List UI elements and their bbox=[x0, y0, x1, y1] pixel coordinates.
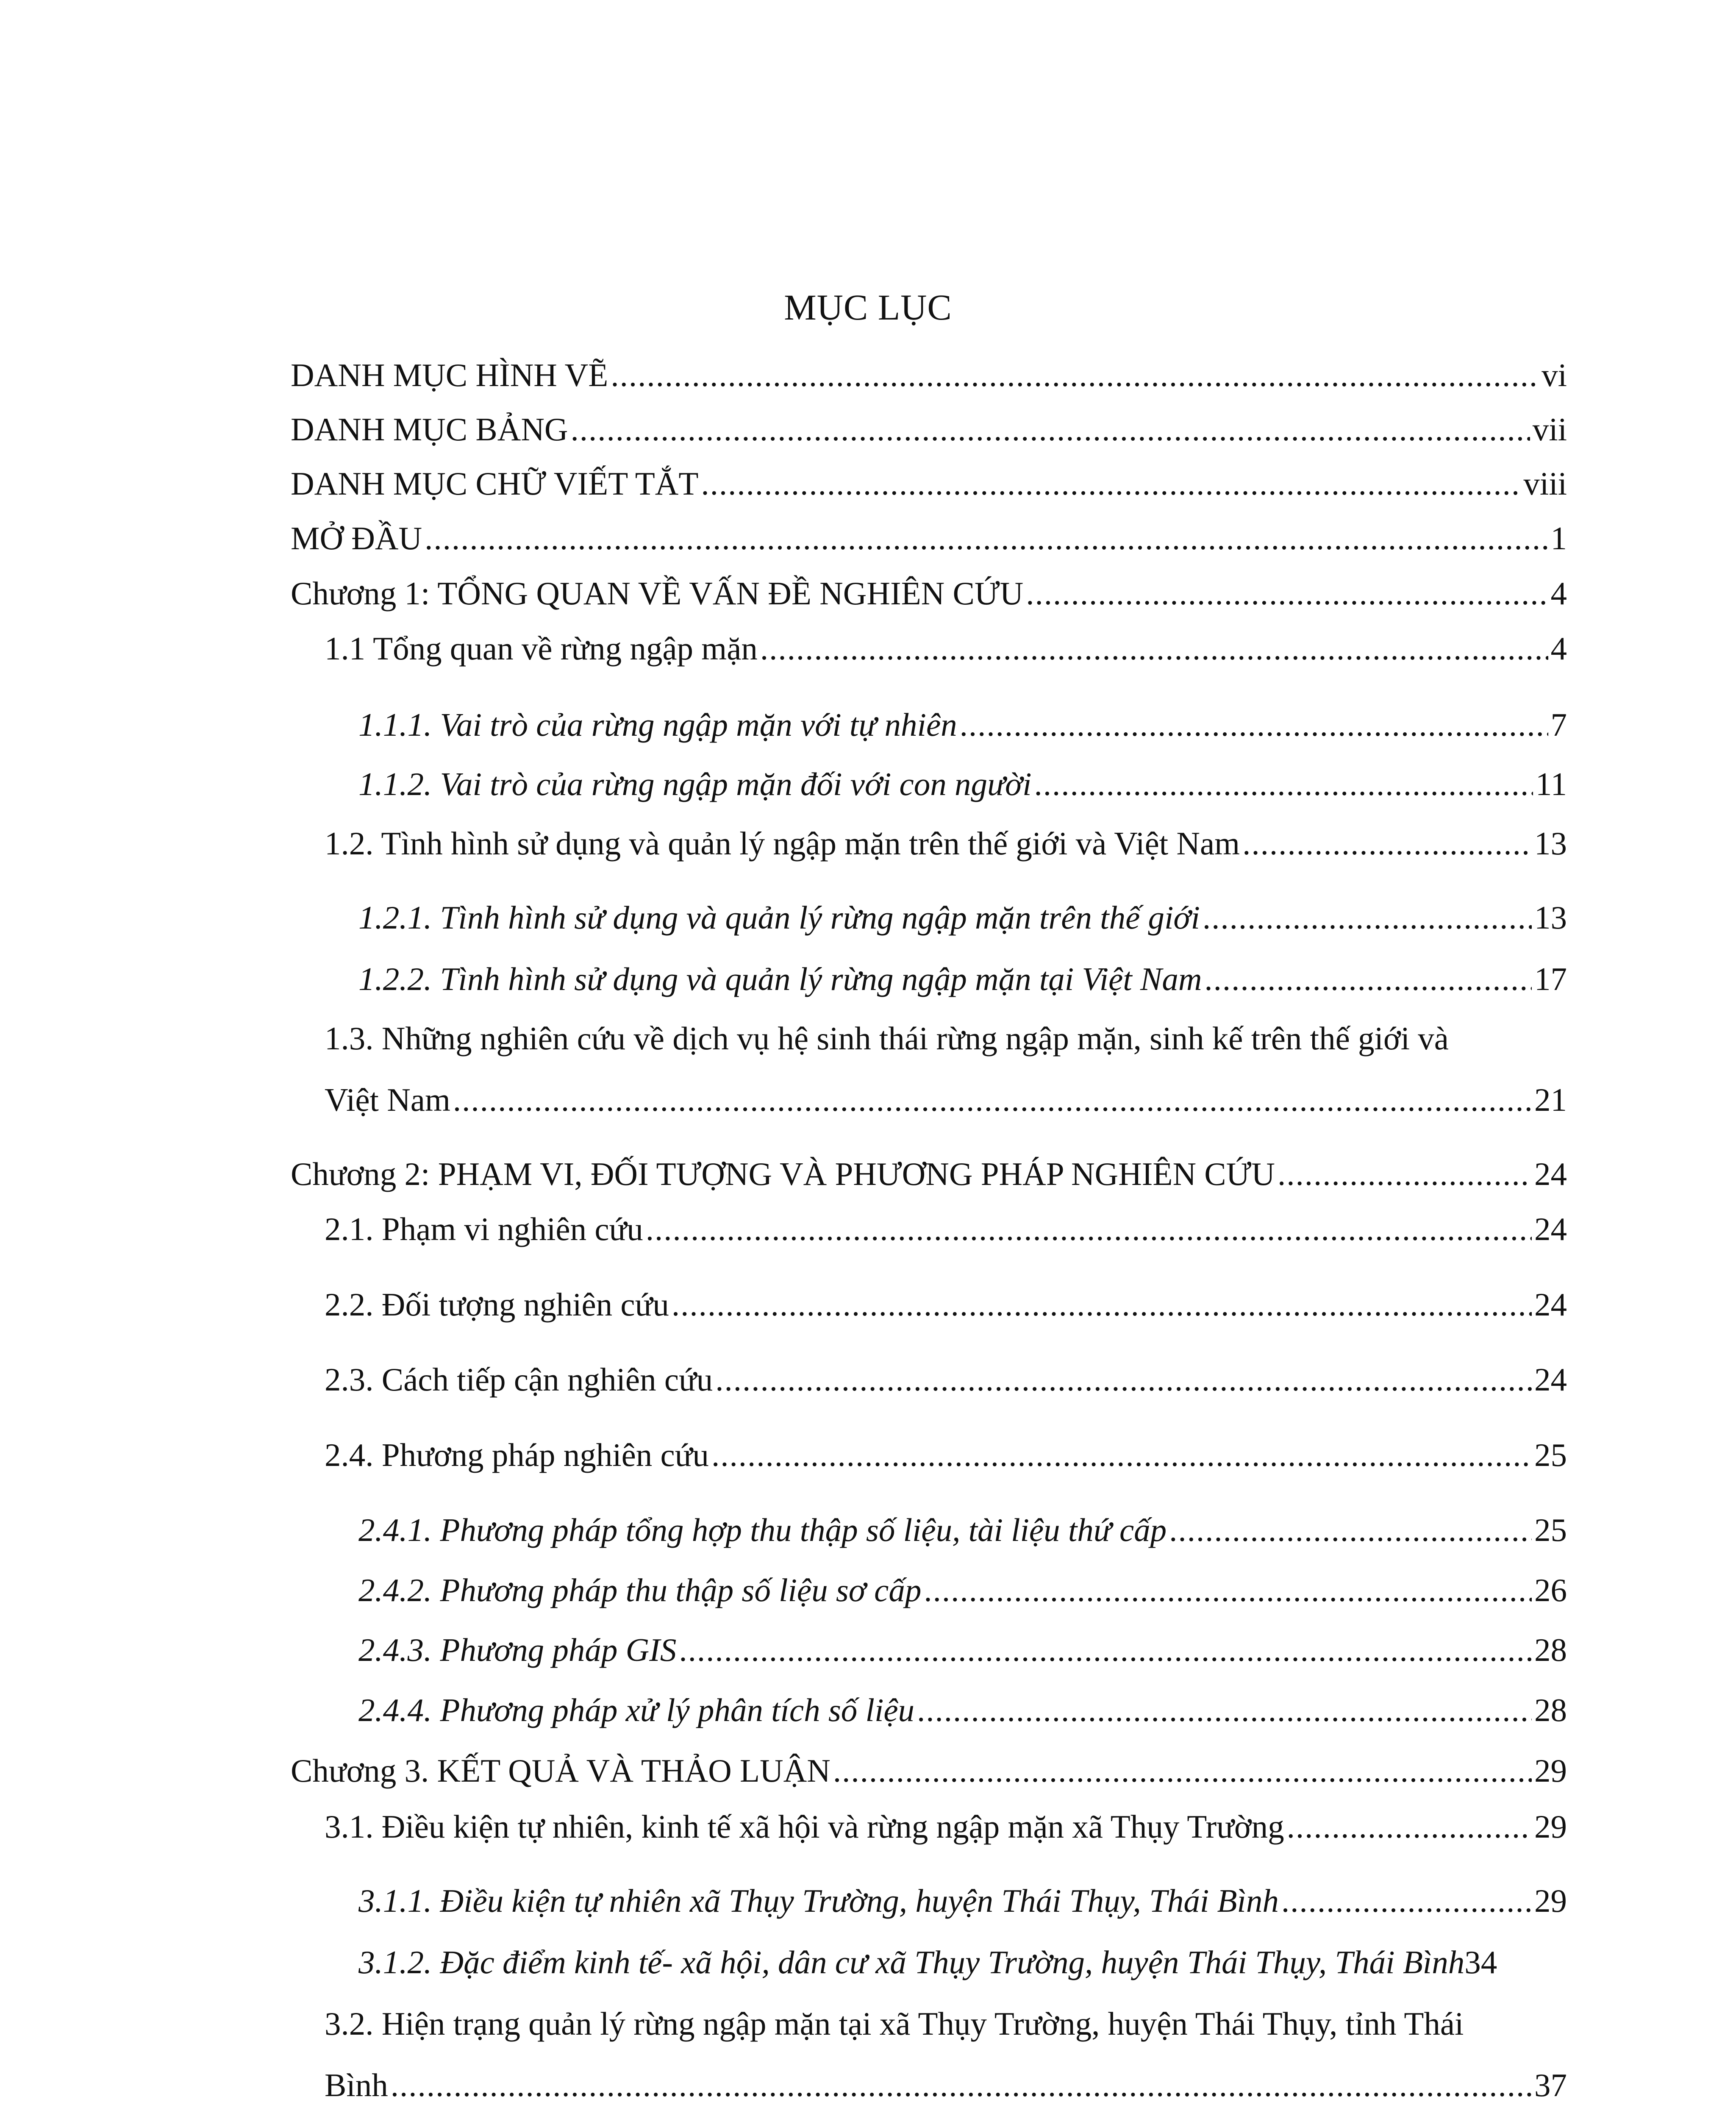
toc-entry-text: 1.1 Tổng quan về rừng ngập mặn bbox=[325, 630, 758, 667]
toc-entry-page: 26 bbox=[1534, 1572, 1567, 1608]
toc-entry-page: 25 bbox=[1534, 1512, 1567, 1548]
toc-entry[interactable] bbox=[325, 1283, 1567, 1326]
toc-entry[interactable] bbox=[325, 1079, 1567, 1121]
toc-entry-text: 2.4.1. Phương pháp tổng hợp thu thập số liệu, tài liệu thứ cấp bbox=[358, 1512, 1167, 1548]
toc-entry-page: viii bbox=[1523, 465, 1567, 502]
toc-entry-text: 1.2.2. Tình hình sử dụng và quản lý rừng ngập mặn tại Việt Nam bbox=[358, 961, 1202, 997]
dot-leader bbox=[425, 517, 1548, 559]
toc-title: MỤC LỤC bbox=[784, 287, 952, 328]
toc-entry-text: DANH MỤC CHỮ VIẾT TẮT bbox=[291, 465, 699, 502]
toc-entry[interactable] bbox=[358, 1880, 1567, 1922]
toc-entry-page: 24 bbox=[1534, 1156, 1567, 1192]
toc-entry-page: 34 bbox=[1464, 1944, 1497, 1980]
toc-entry[interactable] bbox=[291, 408, 1567, 450]
toc-entry[interactable] bbox=[291, 1749, 1567, 1792]
toc-entry[interactable] bbox=[358, 1629, 1567, 1671]
dot-leader bbox=[391, 2064, 1532, 2106]
toc-entry-page: 24 bbox=[1534, 1361, 1567, 1398]
dot-leader bbox=[611, 354, 1539, 396]
dot-leader bbox=[1026, 572, 1548, 615]
toc-entry[interactable] bbox=[325, 1358, 1567, 1401]
toc-entry-text: 1.2.1. Tình hình sử dụng và quản lý rừng ngập mặn trên thế giới bbox=[358, 899, 1200, 936]
toc-entry-text: 3.1.1. Điều kiện tự nhiên xã Thụy Trường, huyện Thái Thụy, Thái Bình bbox=[358, 1883, 1279, 1919]
toc-entry-page: 13 bbox=[1534, 825, 1567, 862]
toc-entry-text: 1.1.2. Vai trò của rừng ngập mặn đối với con người bbox=[358, 766, 1032, 802]
toc-entry-text: 2.2. Đối tượng nghiên cứu bbox=[325, 1286, 669, 1323]
toc-entry-text: DANH MỤC BẢNG bbox=[291, 411, 568, 448]
toc-entry-page: 29 bbox=[1534, 1752, 1567, 1789]
dot-leader bbox=[1242, 822, 1532, 865]
toc-entry-page: 29 bbox=[1534, 1808, 1567, 1845]
toc-entry-page: 28 bbox=[1534, 1632, 1567, 1668]
toc-entry[interactable] bbox=[358, 1509, 1567, 1551]
dot-leader bbox=[646, 1208, 1532, 1250]
toc-entry-page: 25 bbox=[1534, 1437, 1567, 1473]
dot-leader bbox=[711, 1434, 1532, 1476]
toc-entry-page: 4 bbox=[1550, 575, 1567, 612]
toc-entry-page: 29 bbox=[1534, 1883, 1567, 1919]
toc-entry-text: 2.4.2. Phương pháp thu thập số liệu sơ cấp bbox=[358, 1572, 922, 1608]
dot-leader bbox=[917, 1689, 1532, 1731]
toc-entry-text: 2.3. Cách tiếp cận nghiên cứu bbox=[325, 1361, 713, 1398]
toc-entry-text: MỞ ĐẦU bbox=[291, 520, 422, 556]
toc-entry[interactable] bbox=[291, 354, 1567, 396]
dot-leader bbox=[701, 462, 1521, 505]
toc-entry-page: 21 bbox=[1534, 1082, 1567, 1118]
toc-entry-page: 1 bbox=[1550, 520, 1567, 556]
toc-entry[interactable] bbox=[325, 2064, 1567, 2106]
toc-entry-page: vi bbox=[1542, 357, 1567, 393]
toc-entry-page: 37 bbox=[1534, 2067, 1567, 2103]
toc-entry[interactable] bbox=[358, 704, 1567, 746]
dot-leader bbox=[679, 1629, 1532, 1671]
dot-leader bbox=[715, 1358, 1532, 1401]
toc-entry-page: 24 bbox=[1534, 1211, 1567, 1247]
toc-entry-text: Chương 3. KẾT QUẢ VÀ THẢO LUẬN bbox=[291, 1752, 831, 1789]
toc-entry-text: Chương 2: PHẠM VI, ĐỐI TƯỢNG VÀ PHƯƠNG PHÁP NGHIÊN CỨU bbox=[291, 1156, 1275, 1192]
toc-entry[interactable] bbox=[358, 896, 1567, 939]
toc-entry-text: 1.1.1. Vai trò của rừng ngập mặn với tự nhiên bbox=[358, 706, 957, 743]
dot-leader bbox=[924, 1569, 1532, 1611]
dot-leader bbox=[760, 627, 1548, 670]
toc-entry-text: Bình bbox=[325, 2067, 388, 2103]
toc-entry-page: 11 bbox=[1535, 766, 1567, 802]
dot-leader bbox=[1281, 1880, 1532, 1922]
dot-leader bbox=[1034, 763, 1533, 805]
toc-entry-text: 1.2. Tình hình sử dụng và quản lý ngập mặn trên thế giới và Việt Nam bbox=[325, 825, 1240, 862]
toc-entry-page: 13 bbox=[1534, 899, 1567, 936]
toc-entry-text: 2.1. Phạm vi nghiên cứu bbox=[325, 1211, 643, 1247]
toc-entry[interactable] bbox=[358, 958, 1567, 1000]
toc-entry-page: 4 bbox=[1550, 630, 1567, 667]
toc-entry[interactable] bbox=[325, 1208, 1567, 1250]
dot-leader bbox=[1287, 1805, 1532, 1848]
toc-entry-text: Việt Nam bbox=[325, 1082, 450, 1118]
toc-entry[interactable] bbox=[358, 763, 1567, 805]
dot-leader bbox=[833, 1749, 1532, 1792]
dot-leader bbox=[1278, 1153, 1532, 1195]
dot-leader bbox=[672, 1283, 1532, 1326]
toc-entry-text: 2.4.4. Phương pháp xử lý phân tích số liệu bbox=[358, 1692, 915, 1728]
dot-leader bbox=[1204, 958, 1532, 1000]
dot-leader bbox=[571, 408, 1530, 450]
toc-entry-page: 24 bbox=[1534, 1286, 1567, 1323]
toc-entry[interactable] bbox=[358, 1569, 1567, 1611]
toc-entry-text: 2.4.3. Phương pháp GIS bbox=[358, 1632, 677, 1668]
toc-entry[interactable] bbox=[325, 1805, 1567, 1848]
toc-entry-page: 28 bbox=[1534, 1692, 1567, 1728]
toc-entry-text: 3.1.2. Đặc điểm kinh tế- xã hội, dân cư xã Thụy Trường, huyện Thái Thụy, Thái Bình bbox=[358, 1944, 1465, 1980]
toc-entry-text: DANH MỤC HÌNH VẼ bbox=[291, 357, 608, 393]
dot-leader bbox=[453, 1079, 1532, 1121]
toc-entry[interactable] bbox=[358, 1941, 1567, 1983]
toc-entry-text[interactable]: 1.3. Những nghiên cứu về dịch vụ hệ sinh thái rừng ngập mặn, sinh kế trên thế giới và bbox=[325, 1020, 1449, 1057]
toc-entry[interactable] bbox=[291, 462, 1567, 505]
toc-entry[interactable] bbox=[291, 572, 1567, 615]
toc-entry-page: 7 bbox=[1550, 706, 1567, 743]
toc-entry[interactable] bbox=[291, 1153, 1567, 1195]
toc-entry-text: Chương 1: TỔNG QUAN VỀ VẤN ĐỀ NGHIÊN CỨU bbox=[291, 575, 1024, 612]
dot-leader bbox=[1169, 1509, 1532, 1551]
dot-leader bbox=[960, 704, 1548, 746]
toc-entry[interactable] bbox=[325, 627, 1567, 670]
dot-leader bbox=[1203, 896, 1532, 939]
toc-entry-page: 17 bbox=[1534, 961, 1567, 997]
toc-entry-text: 2.4. Phương pháp nghiên cứu bbox=[325, 1437, 709, 1473]
toc-entry-page: vii bbox=[1532, 411, 1567, 448]
toc-entry-text: 3.1. Điều kiện tự nhiên, kinh tế xã hội và rừng ngập mặn xã Thụy Trường bbox=[325, 1808, 1284, 1845]
toc-entry[interactable] bbox=[325, 1434, 1567, 1476]
toc-entry[interactable] bbox=[325, 822, 1567, 865]
toc-entry[interactable] bbox=[358, 1689, 1567, 1731]
toc-entry[interactable] bbox=[291, 517, 1567, 559]
toc-entry-text[interactable]: 3.2. Hiện trạng quản lý rừng ngập mặn tại xã Thụy Trường, huyện Thái Thụy, tỉnh Thái bbox=[325, 2005, 1464, 2042]
